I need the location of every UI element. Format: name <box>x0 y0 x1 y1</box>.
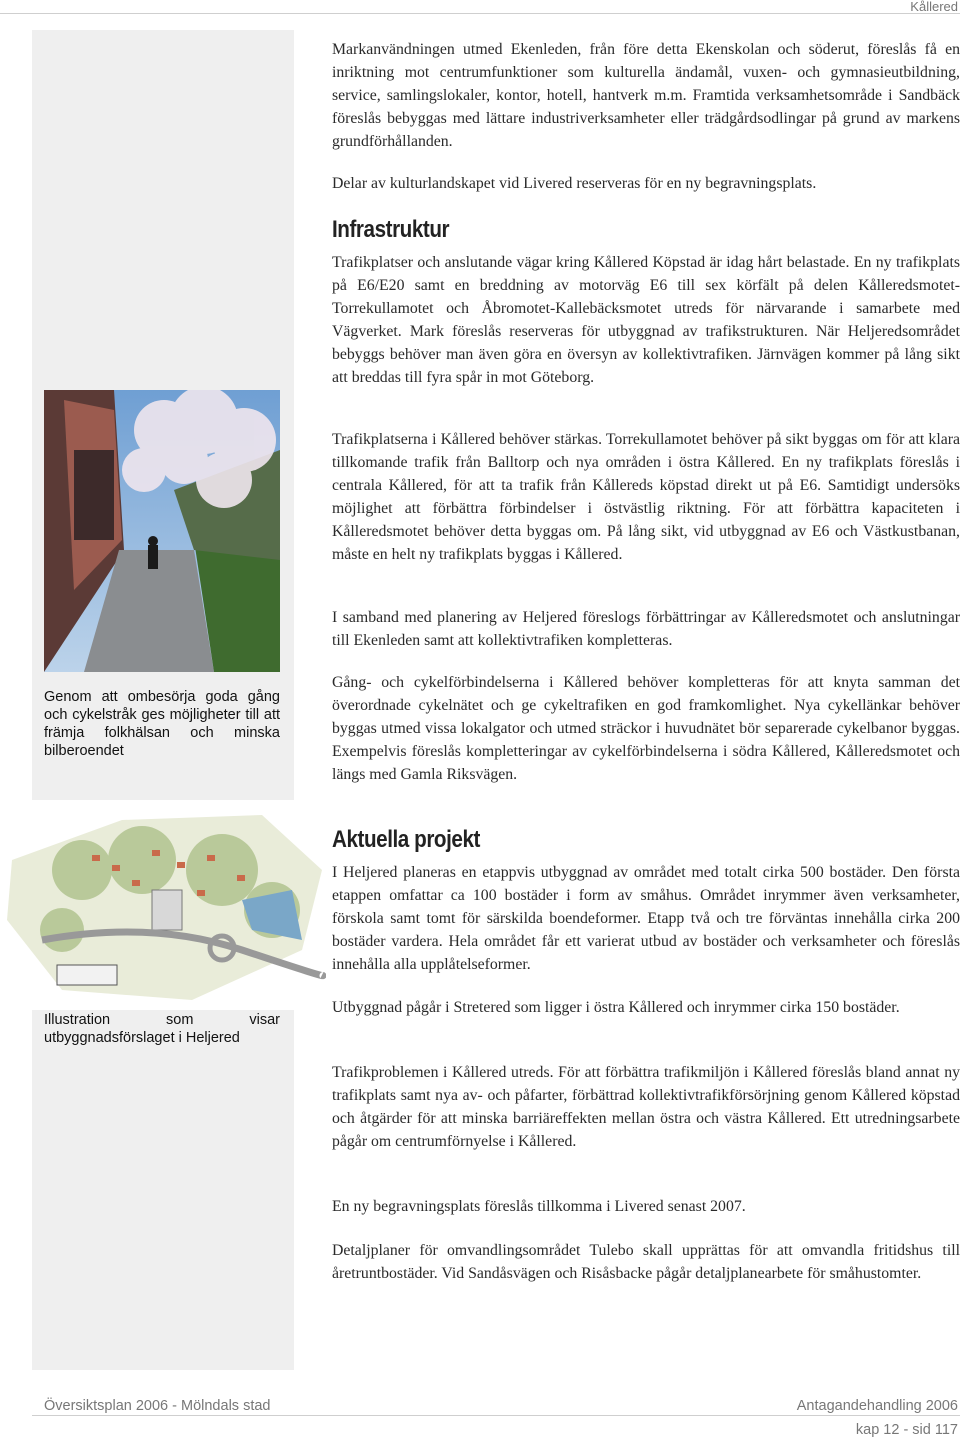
intro-paragraph-2 <box>332 172 960 195</box>
body-text: I samband med planering av Heljered föreslogs förbättringar av Kålleredsmotet och anslutningar till Ekenleden samt att kollektivtrafiken kompletteras. <box>332 609 960 649</box>
body-text: Detaljplaner för omvandlingsområdet Tulebo skall upprättas för att omvandla fritidshus till åretruntbostäder. Vid Sandåsvägen och Risåsbacke pågår detaljplanearbete för småhustomter. <box>332 1242 960 1282</box>
heading-infrastructure: Infrastruktur <box>332 216 450 243</box>
body-text: En ny begravningsplats föreslås tillkomma i Livered senast 2007. <box>332 1198 746 1215</box>
body-text: Delar av kulturlandskapet vid Livered reserveras för en ny begravningsplats. <box>332 175 817 192</box>
projects-paragraph-2 <box>332 996 960 1019</box>
body-text: Gång- och cykelförbindelserna i Kållered behöver kompletteras för att knyta samman det överordnade cykelnätet och ge cykeltrafiken en god framkomlighet. Nya cykellänkar behöver byggas utmed vissa lokalgator och utmed sträckor i huvudnätet bör separerade cykelbanor byggas. Exempelvis föreslås kompletteringar av cykelförbindelserna i södra Kållered, Kålleredsmotet och längs med Gamla Riksvägen. <box>332 674 960 783</box>
footer-divider <box>32 1415 960 1416</box>
infra-paragraph-3 <box>332 606 960 652</box>
section-heading-infrastructure <box>332 216 960 244</box>
projects-paragraph-3 <box>332 1061 960 1153</box>
projects-paragraph-5 <box>332 1239 960 1285</box>
heading-current-projects: Aktuella projekt <box>332 826 480 853</box>
infra-paragraph-1 <box>332 251 960 389</box>
body-text: Utbyggnad pågår i Stretered som ligger i östra Kållered och inrymmer cirka 150 bostäder. <box>332 999 900 1016</box>
heljered-illustration <box>2 800 326 1010</box>
projects-paragraph-4 <box>332 1195 960 1218</box>
body-text: Trafikplatser och anslutande vägar kring Kållered Köpstad är idag hårt belastade. En ny trafikplats på E6/E20 samt en breddning av motorväg E6 till sex körfält på delen Kålleredsmotet-Torrekullamotet och Åbromotet-Kallebäcksmotet utreds för närvarande i samarbete med Vägverket. Mark föreslås reserveras för utbyggnad av trafikstrukturen. När Heljeredsområdet bebyggs behöver man även göra en översyn av kollektivtrafiken. Järnvägen kommer på lång sikt att breddas till fyra spår in mot Göteborg. <box>332 254 960 386</box>
infra-paragraph-2 <box>332 428 960 566</box>
projects-paragraph-1 <box>332 861 960 976</box>
illustration-caption: Illustration som visar utbyggnadsförslaget i Heljered <box>44 1012 280 1046</box>
section-heading-projects <box>332 826 960 854</box>
footer-document-title: Översiktsplan 2006 - Mölndals stad <box>44 1398 271 1414</box>
body-text: Trafikproblemen i Kållered utreds. För att förbättra trafikmiljön i Kållered föreslås bland annat ny trafikplats samt nya av- och påfarter, förbättrad kollektivtrafikförsörjning genom Kållered köpstad och åtgärder för att minska barriäreffekten mellan östra och västra Kållered. Ett utredningsarbete pågår om centrumförnyelse i Kållered. <box>332 1064 960 1150</box>
body-text: I Heljered planeras en etappvis utbyggnad av området med totalt cirka 500 bostäder. Den första etappen omfattar ca 100 bostäder i form av småhus. Området inrymmer även verksamheter, förskola samt tomt för särskilda boendeformer. Etapp två och tre förväntas innehålla cirka 200 bostäder vardera. Hela området får ett varierat utbud av bostäder och verksamheter och föreslås innehålla alla upplåtelseformer. <box>332 864 960 973</box>
cycle-path-photo <box>44 390 280 672</box>
footer-page-number: kap 12 - sid 117 <box>855 1422 958 1438</box>
body-text: Trafikplatserna i Kållered behöver stärkas. Torrekullamotet behöver på sikt byggas om för att klara tillkomande trafik från Balltorp och nya områden i östra Kållered. En ny trafikplats föreslås i centrala Kållered, för att ta trafik från Kållereds köpstad direkt ut på E6. Samtidigt undersöks möjlighet att förbättra förbindelser i östvästlig riktning. För att förbättra kapaciteten i Kålleredsmotet behöver detta byggas om. På lång sikt, vid utbyggnad av E6 och Västkustbanan, måste en helt ny trafikplats byggas i Kållered. <box>332 431 960 563</box>
body-text: Markanvändningen utmed Ekenleden, från före detta Ekenskolan och söderut, föreslås få en inriktning mot centrumfunktioner som kulturella ändamål, vuxen- och gymnasieutbildning, service, samlingslokaler, kontor, hotell, hantverk m.m. Framtida verksamhetsområde i Sandbäck föreslås bebyggas med lättare industriverksamheter eller trädgårdsodlingar på grund av markens grundförhållanden. <box>332 41 960 150</box>
footer-status: Antagandehandling 2006 <box>796 1398 958 1414</box>
infra-paragraph-4 <box>332 671 960 786</box>
intro-paragraph-1 <box>332 38 960 153</box>
page-header-title: Kållered <box>0 0 960 14</box>
photo-caption: Genom att ombesörja goda gång och cykelstråk ges möjligheter till att främja folkhälsan och minska bilberoendet <box>44 689 280 759</box>
